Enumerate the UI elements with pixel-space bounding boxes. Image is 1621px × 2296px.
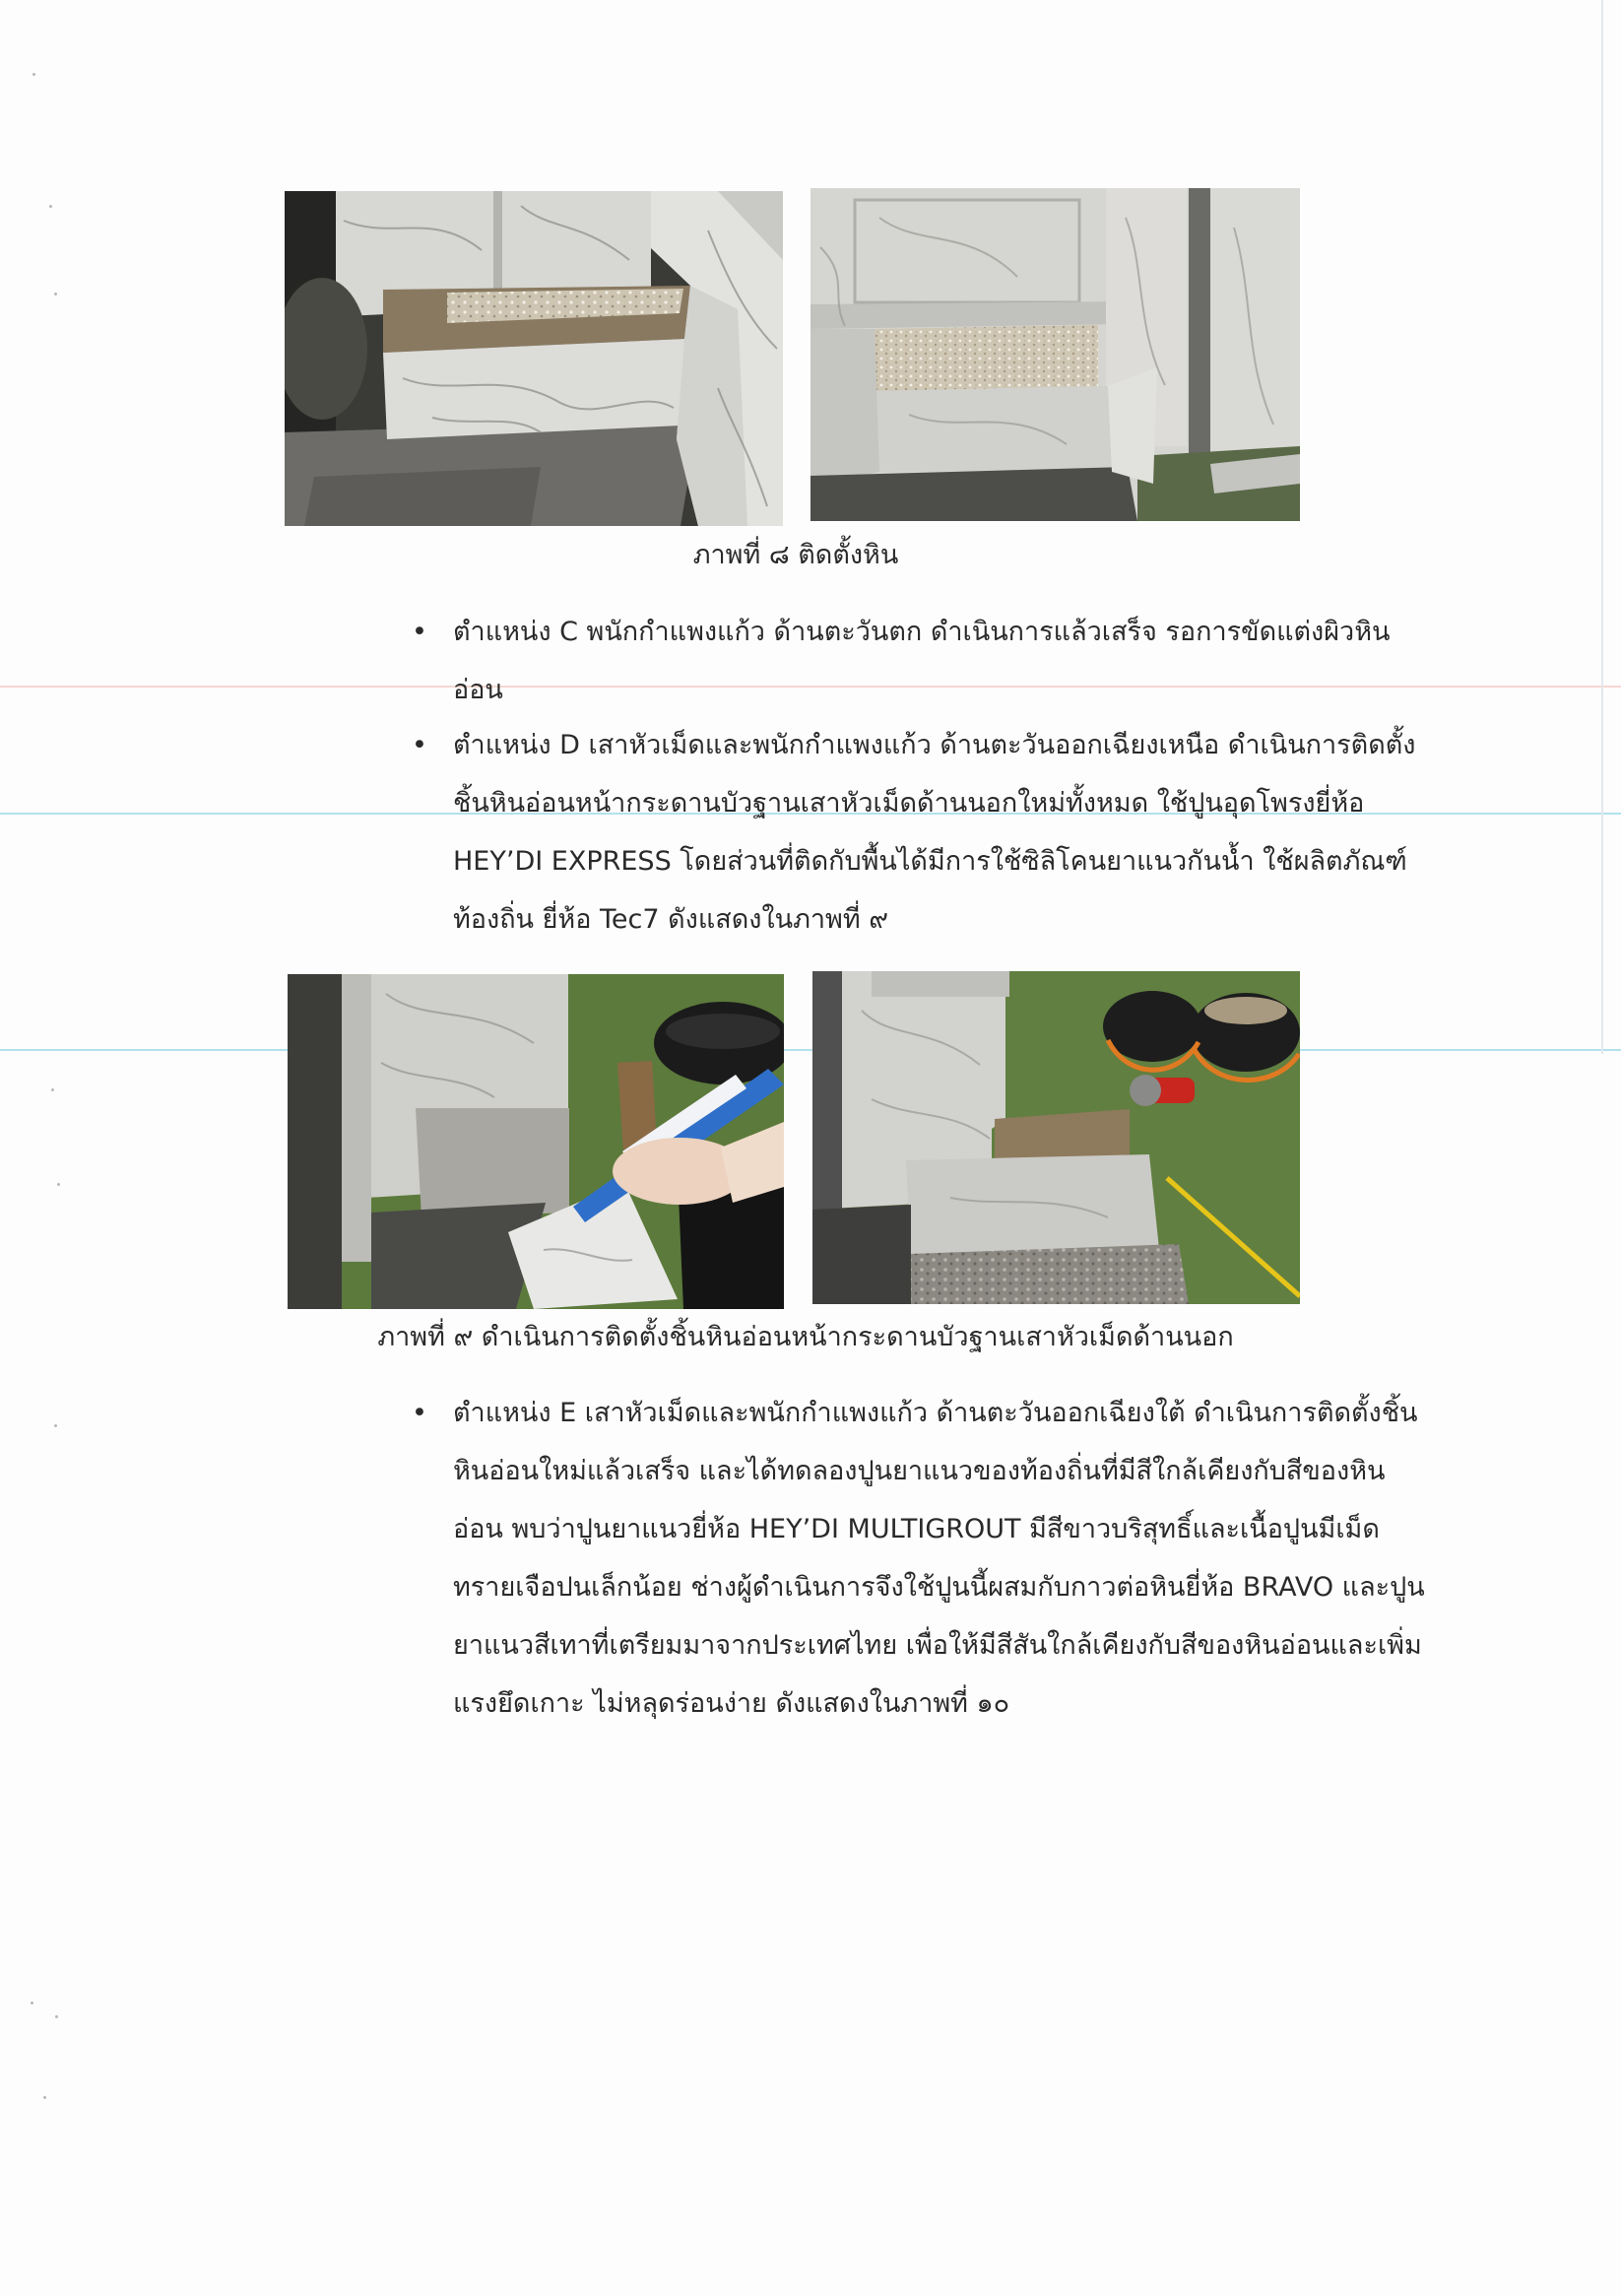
- marble-step: [906, 1154, 1159, 1254]
- gravel-ground: [911, 1244, 1189, 1304]
- paragraph-line: ตำแหน่ง D เสาหัวเม็ดและพนักกำแพงแก้ว ด้านตะวันออกเฉียงเหนือ ดำเนินการติดตั้ง: [453, 730, 1416, 760]
- wall-groove: [493, 191, 502, 301]
- shadow-band: [288, 974, 342, 1309]
- paragraph-line: หินอ่อนใหม่แล้วเสร็จ และได้ทดลองปูนยาแนวของท้องถิ่นที่มีสีใกล้เคียงกับสีของหิน: [453, 1456, 1386, 1486]
- paragraph-line: ชิ้นหินอ่อนหน้ากระดานบัวฐานเสาหัวเม็ดด้านนอกใหม่ทั้งหมด ใช้ปูนอุดโพรงยี่ห้อ: [453, 788, 1365, 819]
- figure9-caption: ภาพที่ ๙ ดำเนินการติดตั้งชิ้นหินอ่อนหน้ากระดานบัวฐานเสาหัวเม็ดด้านนอก: [377, 1322, 1234, 1352]
- scan-speck: [49, 205, 52, 208]
- paragraph-line: อ่อน: [453, 675, 503, 705]
- scan-edge-line: [1601, 0, 1603, 1054]
- paragraph-line: ตำแหน่ง C พนักกำแพงแก้ว ด้านตะวันตก ดำเนินการแล้วเสร็จ รอการขัดแต่งผิวหิน: [453, 617, 1391, 647]
- bullet-position-c: [410, 603, 1390, 719]
- pillar-edge: [342, 974, 371, 1262]
- scan-speck: [43, 2096, 46, 2099]
- scan-speck: [57, 1183, 60, 1186]
- scan-speck: [55, 2015, 58, 2018]
- scan-speck: [32, 73, 35, 76]
- mortar-in-bucket: [1204, 997, 1287, 1024]
- pillar-capital: [872, 971, 1009, 997]
- marble-step-front: [383, 339, 684, 439]
- paragraph-line: แรงยึดเกาะ ไม่หลุดร่อนง่าย ดังแสดงในภาพที่ ๑๐: [453, 1688, 1010, 1719]
- bullet-position-d: [410, 716, 1415, 949]
- bullet-position-e: [410, 1384, 1425, 1733]
- photo-figure9-left: [288, 974, 784, 1309]
- photo-figure9-right: [812, 971, 1300, 1304]
- paragraph-line: HEY’DI EXPRESS โดยส่วนที่ติดกับพื้นได้มีการใช้ซิลิโคนยาแนวกันน้ำ ใช้ผลิตภัณฑ์: [453, 846, 1407, 877]
- photo-figure8-left: [285, 191, 783, 526]
- bullet-marker: •: [412, 617, 427, 647]
- marble-pillar: [1210, 188, 1300, 476]
- scan-speck: [31, 2001, 33, 2004]
- paragraph-line: อ่อน พบว่าปูนยาแนวยี่ห้อ HEY’DI MULTIGROUT มีสีขาวบริสุทธิ์และเนื้อปูนมีเม็ด: [453, 1514, 1380, 1544]
- paragraph-line: ยาแนวสีเทาที่เตรียมมาจากประเทศไทย เพื่อให้มีสีสันใกล้เคียงกับสีของหินอ่อนและเพิ่ม: [453, 1630, 1422, 1661]
- photo-figure8-right: [810, 188, 1300, 521]
- figure8-caption: ภาพที่ ๘ ติดตั้งหิน: [692, 540, 899, 570]
- scan-speck: [51, 1088, 54, 1091]
- scan-speck: [54, 293, 57, 295]
- scan-speck: [54, 1424, 57, 1427]
- ground: [810, 467, 1137, 521]
- scan-artifact-line: [0, 1049, 1621, 1051]
- pillar-crevice: [1189, 188, 1210, 466]
- concrete-base: [416, 1108, 569, 1218]
- bullet-marker: •: [412, 730, 427, 760]
- paragraph-line: ทรายเจือปนเล็กน้อย ช่างผู้ดำเนินการจึงใช้ปูนนี้ผสมกับกาวต่อหินยี่ห้อ BRAVO และปูน: [453, 1572, 1425, 1603]
- paragraph-line: ท้องถิ่น ยี่ห้อ Tec7 ดังแสดงในภาพที่ ๙: [453, 904, 888, 935]
- paragraph-line: ตำแหน่ง E เสาหัวเม็ดและพนักกำแพงแก้ว ด้านตะวันออกเฉียงใต้ ดำเนินการติดตั้งชิ้น: [453, 1398, 1418, 1428]
- mortar-fill: [875, 325, 1098, 391]
- pillar-base: [1108, 367, 1157, 484]
- bullet-marker: •: [412, 1398, 427, 1428]
- marble-step-front: [870, 386, 1112, 472]
